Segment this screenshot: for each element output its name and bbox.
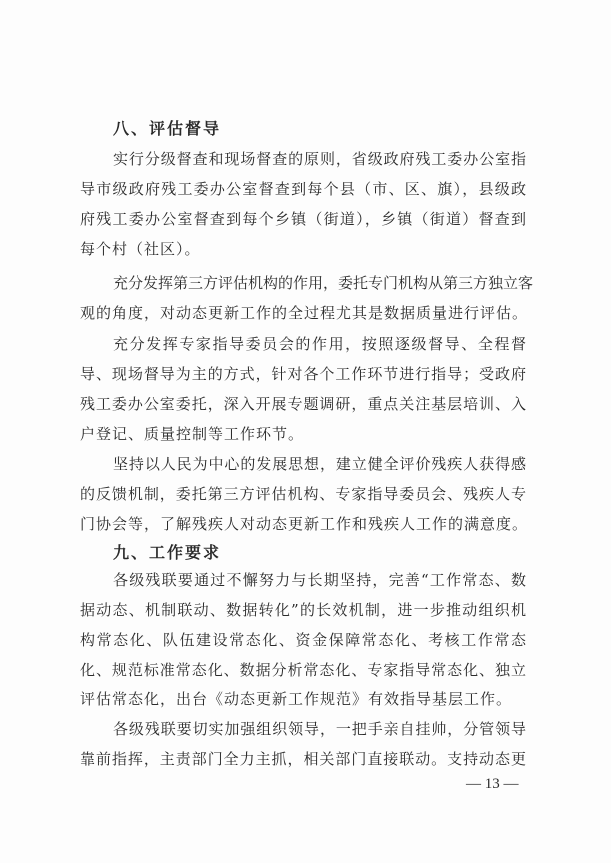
paragraph-line: 充分发挥第三方评估机构的作用，委托专门机构从第三方独立客 xyxy=(113,274,534,292)
section-heading: 八、评估督导 xyxy=(113,119,222,138)
paragraph-line: 导、现场督导为主的方式，针对各个工作环节进行指导；受政府 xyxy=(80,365,526,383)
paragraph-line: 靠前指挥，主责部门全力主抓，相关部门直接联动。支持动态更 xyxy=(80,750,526,768)
paragraph-line: 府残工委办公室督查到每个乡镇（街道），乡镇（街道）督查到 xyxy=(80,210,526,228)
paragraph-line: 导市级政府残工委办公室督查到每个县（市、区、旗），县级政 xyxy=(80,180,526,198)
paragraph-line: 残工委办公室委托，深入开展专题调研，重点关注基层培训、入 xyxy=(80,395,526,413)
paragraph-line: 各级残联要切实加强组织领导，一把手亲自挂帅，分管领导 xyxy=(113,720,526,738)
paragraph-line: 实行分级督查和现场督查的原则，省级政府残工委办公室指 xyxy=(113,150,526,168)
paragraph-line: 观的角度，对动态更新工作的全过程尤其是数据质量进行评估。 xyxy=(80,304,529,322)
paragraph-line: 据动态、机制联动、数据转化”的长效机制，进一步推动组织机 xyxy=(80,601,526,619)
paragraph-line: 化、规范标准常态化、数据分析常态化、专家指导常态化、独立 xyxy=(80,661,526,679)
paragraph-line: 评估常态化，出台《动态更新工作规范》有效指导基层工作。 xyxy=(80,690,513,708)
paragraph-line: 户登记、质量控制等工作环节。 xyxy=(80,425,305,443)
paragraph-line: 坚持以人民为中心的发展思想，建立健全评价残疾人获得感 xyxy=(113,455,526,473)
paragraph-line: 各级残联要通过不懈努力与长期坚持，完善“工作常态、数 xyxy=(113,571,526,589)
section-heading: 九、工作要求 xyxy=(113,543,222,562)
paragraph-line: 充分发挥专家指导委员会的作用，按照逐级督导、全程督 xyxy=(113,335,526,353)
page-number: — 13 — xyxy=(466,776,519,792)
paragraph-line: 构常态化、队伍建设常态化、资金保障常态化、考核工作常态 xyxy=(80,631,526,649)
paragraph-line: 的反馈机制，委托第三方评估机构、专家指导委员会、残疾人专 xyxy=(80,485,526,503)
paragraph-line: 每个村（社区）。 xyxy=(80,240,201,258)
paragraph-line: 门协会等，了解残疾人对动态更新工作和残疾人工作的满意度。 xyxy=(80,515,529,533)
